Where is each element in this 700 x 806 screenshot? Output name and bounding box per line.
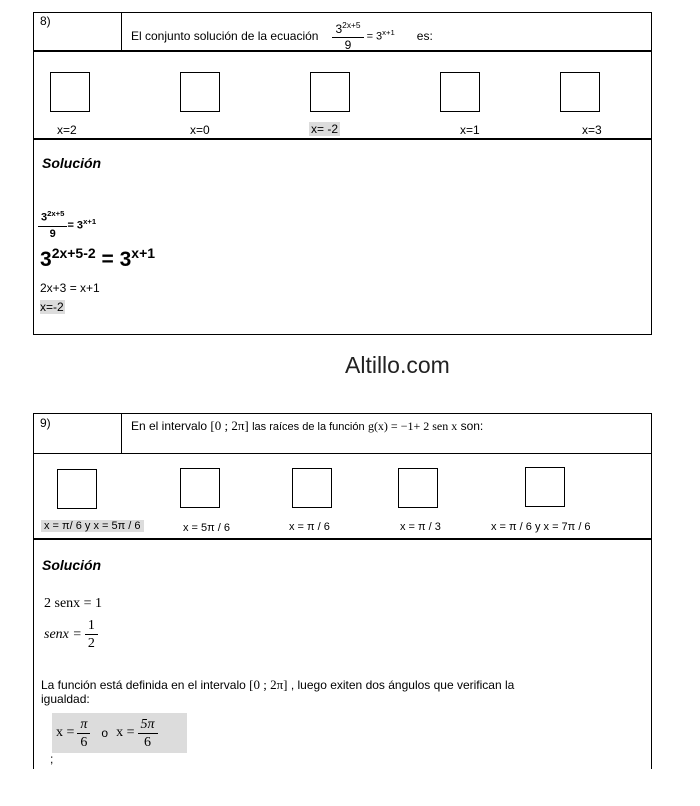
q9-number: 9) [40,416,51,430]
q8-sol-frac-den: 9 [49,227,56,240]
q8-solution-answer: x=-2 [40,300,64,314]
q8-header-divider [121,12,122,51]
q9-prompt-pre: En el intervalo [131,419,208,433]
q9-option-1-checkbox[interactable] [57,469,97,509]
q9-ans-num-1: π [77,716,90,734]
q8-sol-big-rhs: = 3 [101,248,132,271]
q9-solution-paragraph-line-2: igualdad: [41,692,90,706]
q9-option-1-label: x = π/ 6 y x = 5π / 6 [41,520,144,532]
watermark: Altillo.com [345,352,450,378]
q9-option-3-checkbox[interactable] [292,468,332,508]
q8-prompt [131,18,433,53]
q9-option-2-label: x = 5π / 6 [183,522,231,534]
q9-sol-step2-fraction [85,617,98,652]
q9-option-5-label: x = π / 6 y x = 7π / 6 [491,521,591,533]
q8-option-1-label: x=2 [57,123,77,137]
q8-eq-base: 3 [335,22,343,36]
q9-ans-x2: x = [116,725,135,740]
q9-ans-fraction-1 [77,716,90,751]
q9-para-pre: La función está definida en el intervalo [41,678,246,692]
q8-option-4-label: x=1 [460,123,480,137]
q9-header-divider [121,413,122,453]
q8-sol-frac-rhs-text: = 3 [67,219,84,232]
q8-option-5-label: x=3 [582,123,602,137]
q9-option-2-checkbox[interactable] [180,468,220,508]
q8-prompt-post: es: [416,28,433,43]
q9-option-3-label: x = π / 6 [289,521,330,533]
q9-option-4-checkbox[interactable] [398,468,438,508]
q9-ans-den-1: 6 [80,734,88,750]
q8-option-1-checkbox[interactable] [50,72,90,112]
q8-sol-frac-base: 3 [41,211,48,224]
q8-sol-big-exp: 2x+5-2 [51,245,96,261]
q9-solution-title: Solución [42,557,102,573]
q9-prompt-post: son: [460,419,484,433]
q9-function: g(x) = −1+ 2 sen x [367,419,458,433]
q8-eq-den: 9 [344,38,352,52]
q8-sol-frac-exp: 2x+5 [47,209,65,218]
q8-prompt-pre: El conjunto solución de la ecuación [131,28,319,43]
q9-solution-answer [52,713,187,753]
q8-solution-step-1: 2x+3 = x+1 [40,281,100,295]
q8-eq-num-exp: 2x+5 [342,20,361,30]
q9-prompt [131,418,483,434]
q8-eq-rhs-text: = 3 [366,30,383,43]
q9-ans-den-2: 6 [144,734,152,750]
q8-sol-big-base: 3 [40,248,52,271]
q9-ans-x1: x = [56,725,75,740]
q9-solution-step-1: 2 senx = 1 [44,596,103,611]
q9-ans-or: o [101,726,109,740]
q9-ans-num-2: 5π [138,716,158,734]
q8-number: 8) [40,14,51,28]
q8-equation-fraction [332,18,363,53]
q8-eq-rhs-exp: x+1 [382,28,395,38]
q8-sol-frac-rhs [67,217,96,232]
q9-para-post: , luego exiten dos ángulos que verifican la [290,678,515,692]
q8-sol-big-rhs-exp: x+1 [131,245,156,261]
q9-option-5-checkbox[interactable] [525,467,565,507]
q8-option-2-label: x=0 [190,123,210,137]
q8-option-2-checkbox[interactable] [180,72,220,112]
q8-solution-title: Solución [42,155,102,171]
q9-interval: [0 ; 2π] [210,418,249,433]
q9-trailing-semicolon: ; [50,752,54,766]
q8-solution-big-equation [40,245,155,272]
q9-sol-step2-num: 1 [85,617,98,635]
q8-solution-fraction [38,206,96,242]
q8-option-5-checkbox[interactable] [560,72,600,112]
q9-solution-step-2 [44,617,101,652]
q9-sol-step2-lhs: senx = [44,626,82,642]
q8-option-3-label: x= -2 [311,122,339,136]
q8-option-4-checkbox[interactable] [440,72,480,112]
q9-solution-paragraph [41,677,514,693]
q9-prompt-mid: las raíces de la función [252,421,365,433]
q9-sol-step2-den: 2 [87,636,95,651]
q9-ans-fraction-2 [138,716,158,751]
q8-eq-rhs [367,28,395,43]
q9-option-4-label: x = π / 3 [400,521,441,533]
q8-option-3-checkbox[interactable] [310,72,350,112]
q9-para-interval: [0 ; 2π] [249,677,288,692]
q8-solution-box [33,138,652,335]
q8-sol-frac-rhs-exp: x+1 [83,216,97,226]
